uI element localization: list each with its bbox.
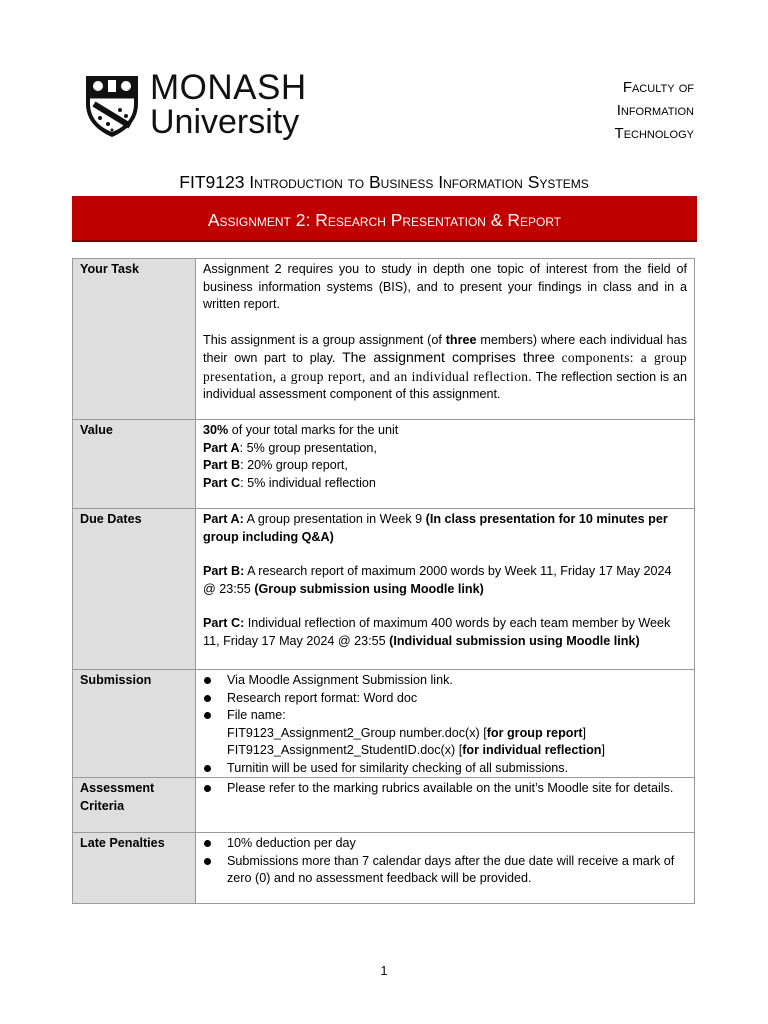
page-number: 1 [380,964,388,978]
faculty-line-3: Technology [614,125,694,142]
list-item: Via Moodle Assignment Submission link. [203,672,687,690]
task-paragraph-1: Assignment 2 requires you to study in depth one topic of interest from the field of business information systems (BIS), and to present your findings in class and in a written report. [203,262,687,311]
assignment-info-table [72,258,695,904]
row-label: Submission [73,670,196,778]
bullet-icon [204,858,211,865]
task-description [196,259,695,420]
row-label: Late Penalties [73,833,196,904]
list-item: Please refer to the marking rubrics available on the unit’s Moodle site for details. [203,780,687,798]
row-label: Assessment Criteria [73,778,196,833]
submission-details [196,670,695,778]
due-part-b: Part B: A research report of maximum 2000 words by Week 11, Friday 17 May 2024 @ 23:55 (Group submission using Moodle link) [203,564,672,596]
due-part-a: Part A: A group presentation in Week 9 (In class presentation for 10 minutes per group including Q&A) [203,512,668,544]
table-row-value [73,420,695,509]
faculty-line-2: Information [616,102,694,119]
value-details: 30% of your total marks for the unit Part A: 5% group presentation, Part B: 20% group report, Part C: 5% individual reflection [196,420,695,509]
table-row-assessment-criteria [73,778,695,833]
due-part-c: Part C: Individual reflection of maximum 400 words by each team member by Week 11, Friday 17 May 2024 @ 23:55 (Individual submission using Moodle link) [203,616,671,648]
faculty-line-1: Faculty of [622,79,694,96]
list-item: File name: FIT9123_Assignment2_Group number.doc(x) [for group report] FIT9123_Assignment2_StudentID.doc(x) [for individual reflection] [203,707,687,760]
criteria-details [196,778,695,833]
bullet-icon [204,677,211,684]
bullet-icon [204,785,211,792]
task-paragraph-2: This assignment is a group assignment (of three members) where each individual has their own part to play. The assignment comprises three components: a group presentation, a group report, and an individual reflection. The reflection section is an individual assessment component of this assignment. [203,332,688,401]
list-item: Submissions more than 7 calendar days after the due date will receive a mark of zero (0) and no assessment feedback will be provided. [203,853,687,888]
list-item: 10% deduction per day [203,835,687,853]
bullet-icon [204,712,211,719]
course-title: FIT9123 Introduction to Business Information Systems [179,172,589,192]
table-row-submission [73,670,695,778]
bullet-icon [204,765,211,772]
list-item: Turnitin will be used for similarity checking of all submissions. [203,760,687,778]
table-row-due-dates [73,509,695,670]
assignment-banner [72,196,697,242]
row-label: Your Task [73,259,196,420]
monash-logo [84,68,316,141]
table-row-late-penalties [73,833,695,904]
logo-monash-text: MONASH [150,68,307,107]
bullet-icon [204,840,211,847]
assignment-title: Assignment 2: Research Presentation & Report [207,210,562,230]
monash-crest-icon [84,74,140,138]
list-item: Research report format: Word doc [203,690,687,708]
row-label: Value [73,420,196,509]
due-dates-details [196,509,695,670]
logo-university-text: University [150,103,300,141]
table-row-task [73,259,695,420]
row-label: Due Dates [73,509,196,670]
bullet-icon [204,695,211,702]
faculty-name [615,76,694,145]
late-penalty-details [196,833,695,904]
